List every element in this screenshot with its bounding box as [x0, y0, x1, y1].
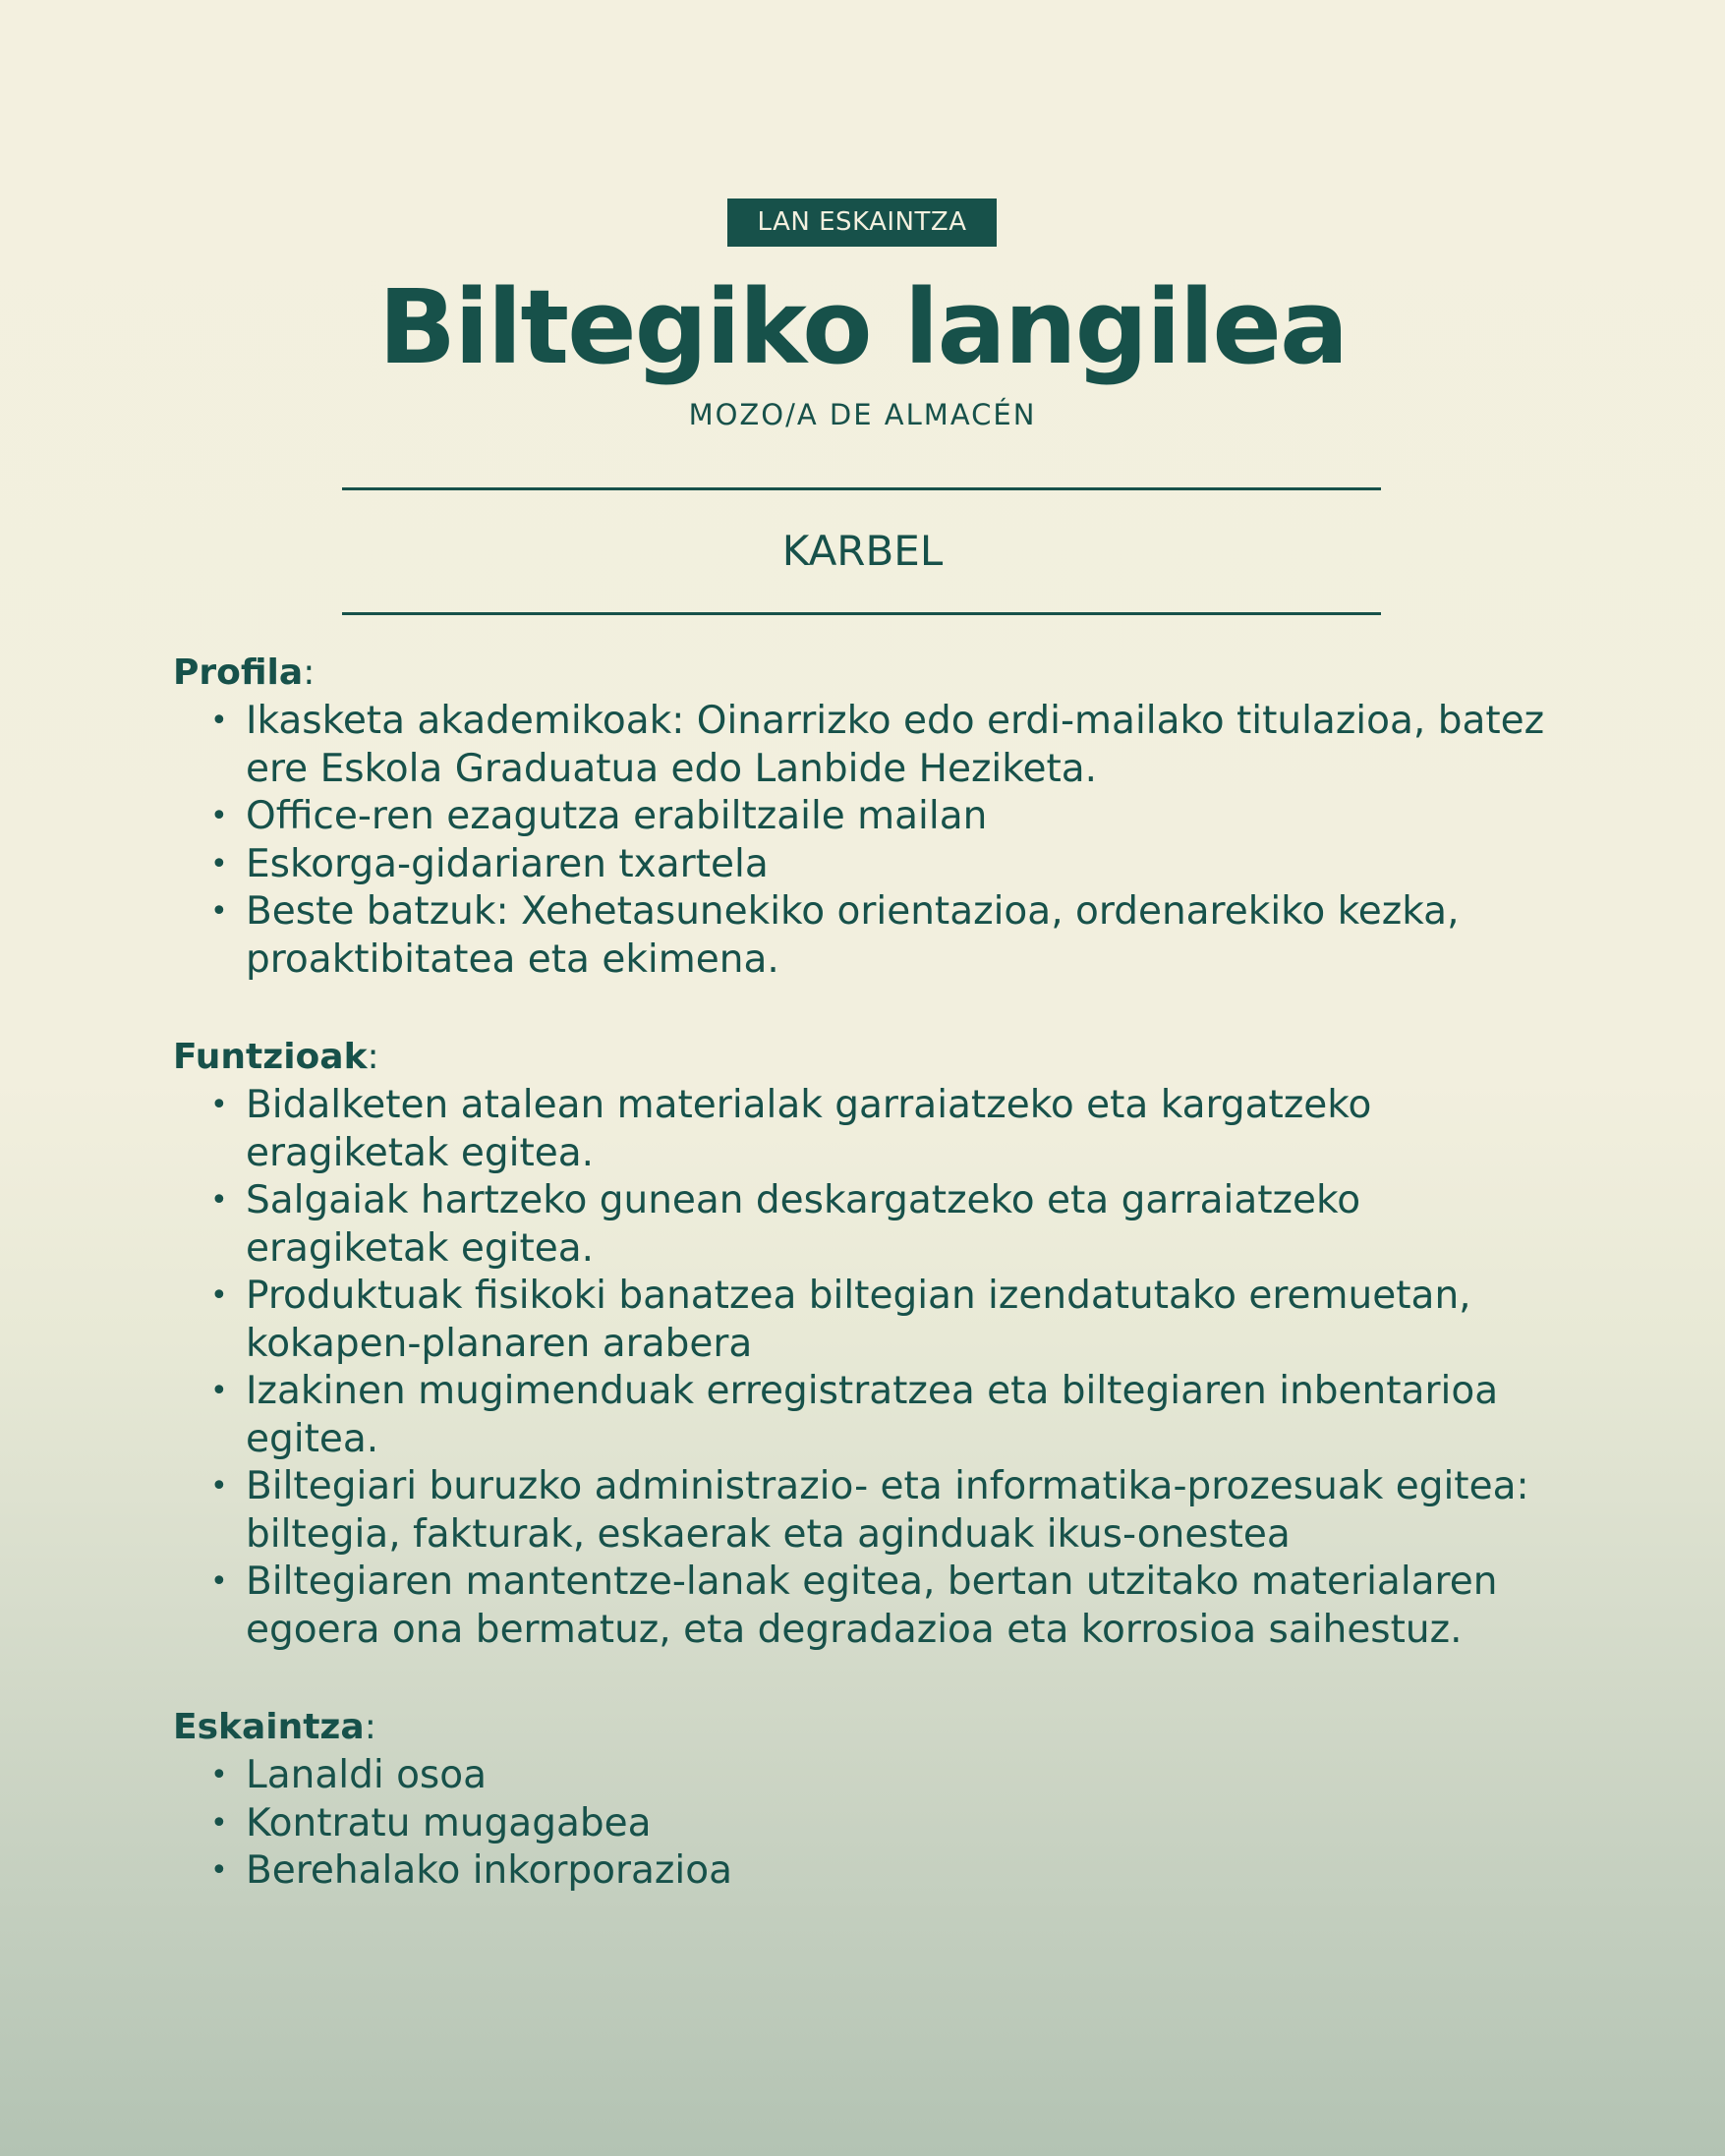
bullet-icon: • — [210, 1758, 228, 1792]
job-subtitle: MOZO/A DE ALMACÉN — [688, 398, 1037, 431]
list-item-text: Bidalketen atalean materialak garraiatzeko eta kargatzeko eragiketak egitea. — [246, 1083, 1372, 1175]
list-item-text: Beste batzuk: Xehetasunekiko orientazioa, ordenarekiko kezka, proaktibitatea eta ekimena. — [246, 889, 1460, 982]
list-item — [173, 1177, 1569, 1273]
section-heading: Eskaintza: — [173, 1707, 376, 1747]
list-item-text: Lanaldi osoa — [246, 1753, 488, 1797]
section-list — [173, 698, 1569, 984]
list-item — [173, 1847, 1569, 1896]
bullet-icon: • — [210, 799, 228, 833]
company-name: KARBEL — [781, 527, 944, 575]
list-item-text: Produktuak fisikoki banatzea biltegian izendatutako eremuetan, kokapen-planaren arabera — [246, 1274, 1471, 1366]
bullet-icon: • — [210, 1853, 228, 1888]
list-item — [173, 793, 1569, 841]
bullet-icon: • — [210, 1374, 228, 1408]
list-item — [173, 1368, 1569, 1463]
list-item — [173, 1752, 1569, 1800]
list-item — [173, 1273, 1569, 1368]
list-item-text: Salgaiak hartzeko gunean deskargatzeko eta garraiatzeko eragiketak egitea. — [246, 1178, 1361, 1271]
section-funtzioak — [173, 1033, 1569, 1654]
section-list — [173, 1082, 1569, 1654]
bullet-icon: • — [210, 1469, 228, 1504]
list-item-text: Kontratu mugagabea — [246, 1800, 652, 1845]
section-profila — [173, 649, 1569, 984]
divider-bottom — [342, 612, 1381, 615]
list-item — [173, 1082, 1569, 1177]
bullet-icon: • — [210, 1088, 228, 1122]
section-heading: Profila: — [173, 652, 316, 693]
list-item-text: Izakinen mugimenduak erregistratzea eta biltegiaren inbentarioa egitea. — [246, 1369, 1499, 1461]
list-item — [173, 1800, 1569, 1848]
list-item — [173, 698, 1569, 793]
job-title: Biltegiko langilea — [377, 267, 1348, 387]
section-heading: Funtzioak: — [173, 1037, 379, 1077]
list-item-text: Berehalako inkorporazioa — [246, 1848, 732, 1893]
list-item-text: Biltegiaren mantentze-lanak egitea, bertan utzitako materialaren egoera ona bermatuz, eta degradazioa eta korrosioa saihestuz. — [246, 1560, 1498, 1652]
section-heading-label: Eskaintza — [173, 1707, 365, 1747]
list-item — [173, 1463, 1569, 1559]
job-details — [173, 649, 1569, 1945]
bullet-icon: • — [210, 894, 228, 929]
section-heading-label: Funtzioak — [173, 1037, 368, 1077]
section-eskaintza — [173, 1703, 1569, 1896]
bullet-icon: • — [210, 1805, 228, 1841]
bullet-icon: • — [210, 1564, 228, 1599]
job-offer-tag: LAN ESKAINTZA — [727, 199, 997, 247]
bullet-icon: • — [210, 1183, 228, 1218]
divider-top — [342, 487, 1381, 490]
bullet-icon: • — [210, 704, 228, 738]
section-list — [173, 1752, 1569, 1896]
list-item-text: Ikasketa akademikoak: Oinarrizko edo erdi-mailako titulazioa, batez ere Eskola Graduatua edo Lanbide Heziketa. — [246, 699, 1545, 791]
bullet-icon: • — [210, 1278, 228, 1313]
list-item-text: Eskorga-gidariaren txartela — [246, 841, 769, 886]
section-heading-label: Profila — [173, 652, 304, 693]
list-item-text: Office-ren ezagutza erabiltzaile mailan — [246, 794, 988, 838]
list-item — [173, 1559, 1569, 1654]
list-item — [173, 841, 1569, 889]
list-item — [173, 888, 1569, 984]
list-item-text: Biltegiari buruzko administrazio- eta informatika-prozesuak egitea: biltegia, fakturak, eskaerak eta aginduak ikus-onestea — [246, 1464, 1529, 1557]
bullet-icon: • — [210, 846, 228, 881]
